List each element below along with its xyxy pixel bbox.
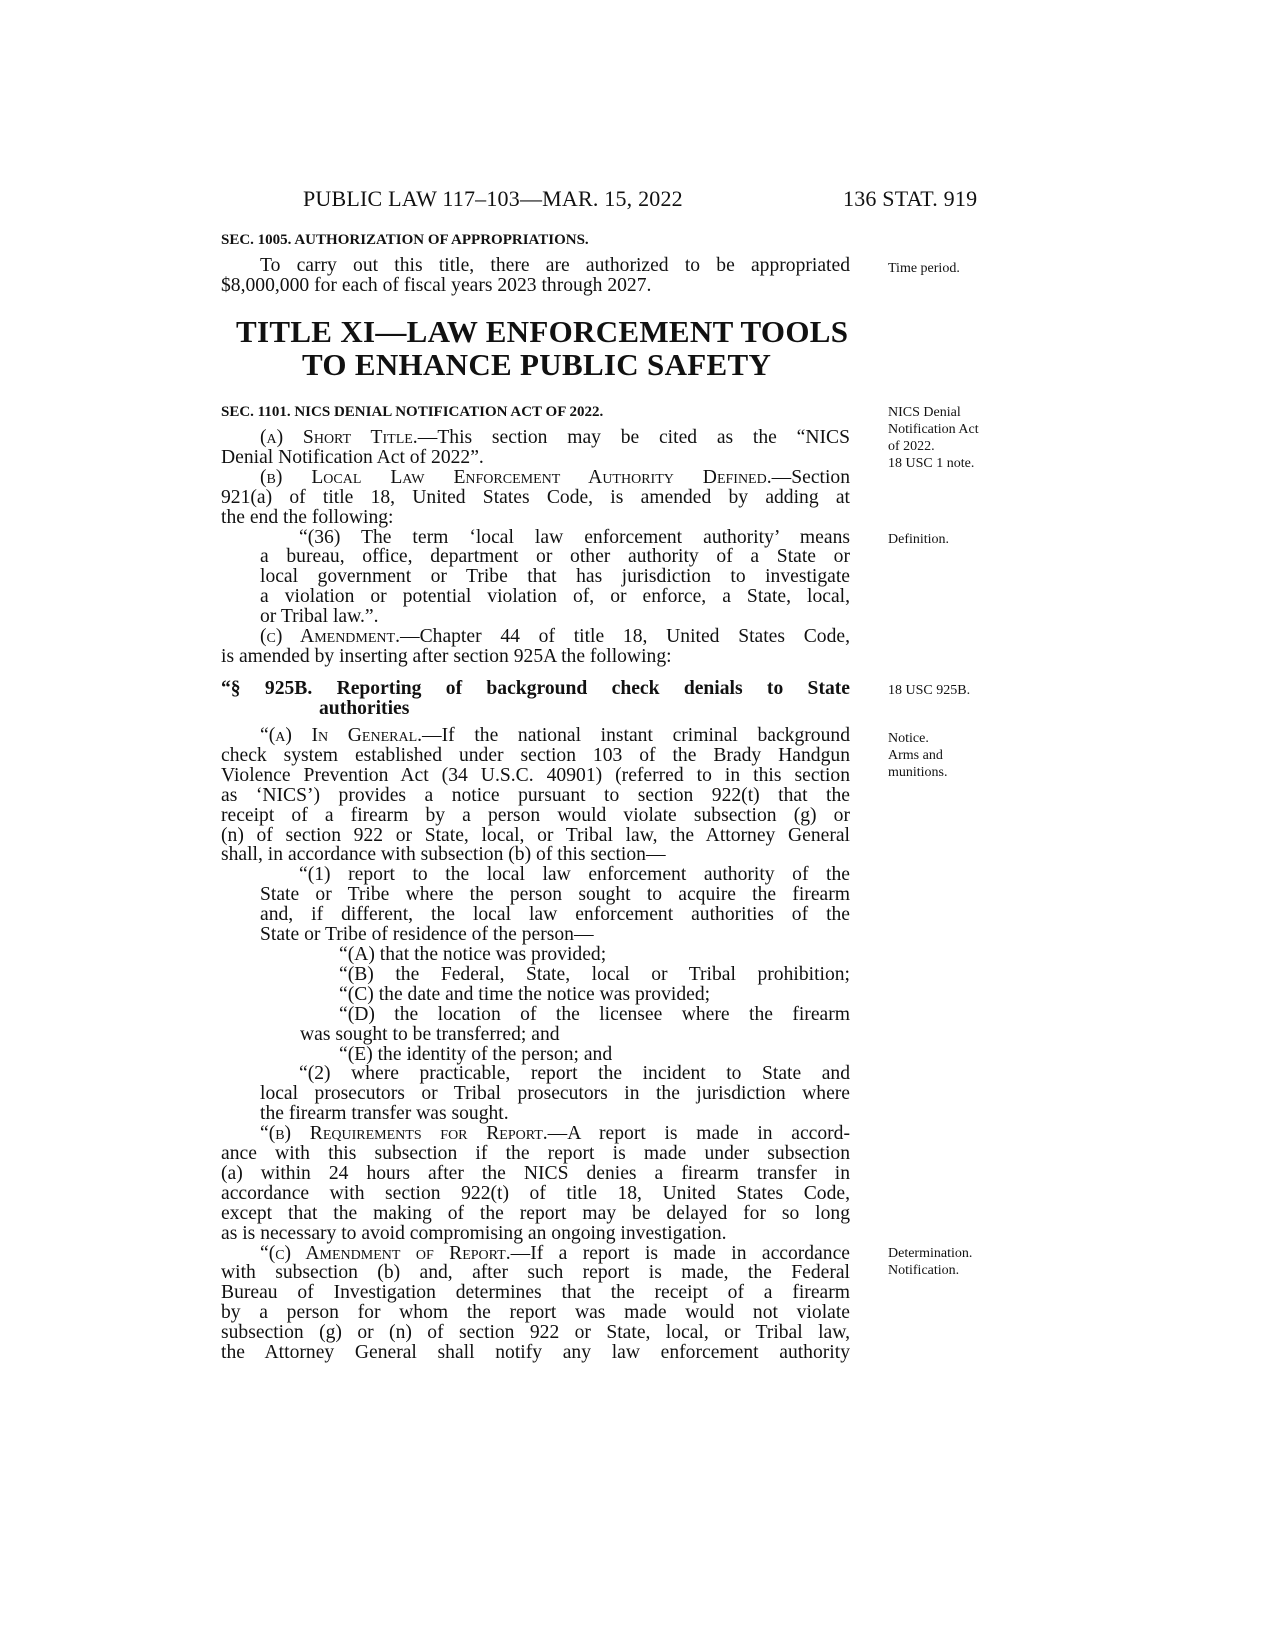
text-run: —Chapter 44 of title 18, United States Code,	[399, 626, 850, 648]
section-925b-heading: “§ 925B. Reporting of background check denials to State	[221, 678, 850, 699]
text-line: “(D) the location of the licensee where the firearm	[339, 1003, 850, 1025]
text-line: $8,000,000 for each of fiscal years 2023 through 2027.	[221, 274, 652, 296]
text-line: as ‘NICS’) provides a notice pursuant to section 922(t) that the	[221, 784, 850, 806]
text-line: (n) of section 922 or State, local, or Tribal law, the Attorney General	[221, 824, 850, 846]
margin-note-determination	[888, 1245, 972, 1279]
margin-note-nics	[888, 404, 979, 472]
text-line: shall, in accordance with subsection (b) of this section—	[221, 844, 666, 866]
section-925b-heading-cont: authorities	[319, 698, 410, 719]
text-run: —A report is made in accord-	[547, 1123, 850, 1145]
text-line: the Attorney General shall notify any law enforcement authority	[221, 1342, 850, 1364]
text-line: Denial Notification Act of 2022”.	[221, 446, 484, 468]
text-line: receipt of a firearm by a person would violate subsection (g) or	[221, 804, 850, 826]
margin-note-text: NICS Denial	[888, 405, 961, 420]
text-line: as is necessary to avoid compromising an ongoing investigation.	[221, 1222, 727, 1244]
margin-note-definition	[888, 531, 949, 548]
sec-1005-heading: SEC. 1005. AUTHORIZATION OF APPROPRIATIONS.	[221, 232, 589, 248]
margin-note-text: Definition.	[888, 532, 950, 547]
text-line: State or Tribe where the person sought to acquire the firearm	[260, 884, 850, 906]
margin-note-text: 18 USC 925B.	[888, 683, 971, 698]
text-line: was sought to be transferred; and	[300, 1023, 560, 1045]
margin-note-text: Notification.	[888, 1263, 960, 1278]
text-line: subsection (g) or (n) of section 922 or State, local, or Tribal law,	[221, 1322, 850, 1344]
sec-1101-heading: SEC. 1101. NICS DENIAL NOTIFICATION ACT OF 2022.	[221, 404, 604, 420]
subsection-caption: (b) Local Law Enforcement Authority Defined.	[260, 466, 772, 488]
text-line: a violation or potential violation of, or enforce, a State, local,	[260, 586, 850, 608]
text-line: except that the making of the report may be delayed for so long	[221, 1202, 850, 1224]
margin-note-text: Time period.	[888, 261, 960, 276]
running-header-page: 136 STAT. 919	[843, 186, 978, 211]
sec-1101-body	[221, 428, 850, 667]
text-line: “(36) The term ‘local law enforcement authority’ means	[299, 526, 850, 548]
text-line: “(2) where practicable, report the incident to State and	[299, 1063, 850, 1085]
margin-note-text: Notification Act	[888, 422, 979, 437]
text-line: the end the following:	[221, 506, 394, 528]
text-line: and, if different, the local law enforcement authorities of the	[260, 904, 850, 926]
text-line: ance with this subsection if the report is made under subsection	[221, 1143, 850, 1165]
text-line: To carry out this title, there are authorized to be appropriated	[260, 255, 850, 276]
text-line	[221, 1244, 850, 1264]
subsection-caption: “(c) Amendment of Report.	[260, 1242, 511, 1264]
text-line: local prosecutors or Tribal prosecutors in the jurisdiction where	[260, 1083, 850, 1105]
text-line: 921(a) of title 18, United States Code, is amended by adding at	[221, 486, 850, 508]
margin-note-text: 18 USC 1 note.	[888, 456, 975, 471]
subsection-caption: “(b) Requirements for Report.	[260, 1123, 548, 1145]
text-line: or Tribal law.”.	[260, 606, 379, 628]
subsection-caption: (a) Short Title.	[260, 427, 418, 448]
margin-note-text: Notice.	[888, 731, 929, 746]
text-line: (a) within 24 hours after the NICS denies a firearm transfer in	[221, 1162, 850, 1184]
margin-note-notice	[888, 730, 948, 781]
text-line: with subsection (b) and, after such report is made, the Federal	[221, 1262, 850, 1284]
sec-1005-body	[221, 256, 850, 296]
text-line: a bureau, office, department or other authority of a State or	[260, 546, 850, 568]
margin-note-time-period	[888, 260, 960, 277]
text-line: accordance with section 922(t) of title 18, United States Code,	[221, 1182, 850, 1204]
margin-note-usc-925b	[888, 682, 970, 699]
text-line: “(B) the Federal, State, local or Tribal prohibition;	[339, 963, 850, 985]
text-run: —Section	[771, 466, 850, 488]
text-line: Violence Prevention Act (34 U.S.C. 40901) (referred to in this section	[221, 764, 850, 786]
text-line: “(1) report to the local law enforcement authority of the	[299, 864, 850, 886]
text-line	[221, 1124, 850, 1144]
text-line: “(C) the date and time the notice was provided;	[339, 983, 711, 1005]
text-line: State or Tribe of residence of the person—	[260, 924, 594, 946]
text-line	[221, 428, 850, 448]
margin-note-text: Determination.	[888, 1246, 973, 1261]
margin-note-text: munitions.	[888, 765, 948, 780]
text-line: local government or Tribe that has jurisdiction to investigate	[260, 566, 850, 588]
text-line: by a person for whom the report was made would not violate	[221, 1302, 850, 1324]
subsection-caption: “(a) In General.	[260, 725, 423, 746]
text-run: —If the national instant criminal background	[422, 725, 850, 746]
text-run: —If a report is made in accordance	[510, 1242, 850, 1264]
title-line-1: TITLE XI—LAW ENFORCEMENT TOOLS	[236, 314, 849, 349]
text-line	[221, 627, 850, 647]
text-line: “(E) the identity of the person; and	[339, 1043, 613, 1065]
text-line	[221, 468, 850, 488]
subsection-caption: (c) Amendment.	[260, 626, 400, 648]
text-line: the firearm transfer was sought.	[260, 1103, 509, 1125]
text-line	[221, 726, 850, 746]
text-line: “(A) that the notice was provided;	[339, 943, 607, 965]
section-925b-body	[221, 726, 850, 1363]
text-line: is amended by inserting after section 925A the following:	[221, 645, 672, 667]
text-line: check system established under section 103 of the Brady Handgun	[221, 744, 850, 766]
margin-note-text: of 2022.	[888, 439, 935, 454]
margin-note-text: Arms and	[888, 748, 943, 763]
title-line-2: TO ENHANCE PUBLIC SAFETY	[302, 347, 772, 382]
running-header-left: PUBLIC LAW 117–103—MAR. 15, 2022	[303, 186, 683, 211]
text-line: Bureau of Investigation determines that the receipt of a firearm	[221, 1282, 850, 1304]
text-run: —This section may be cited as the “NICS	[417, 427, 850, 448]
